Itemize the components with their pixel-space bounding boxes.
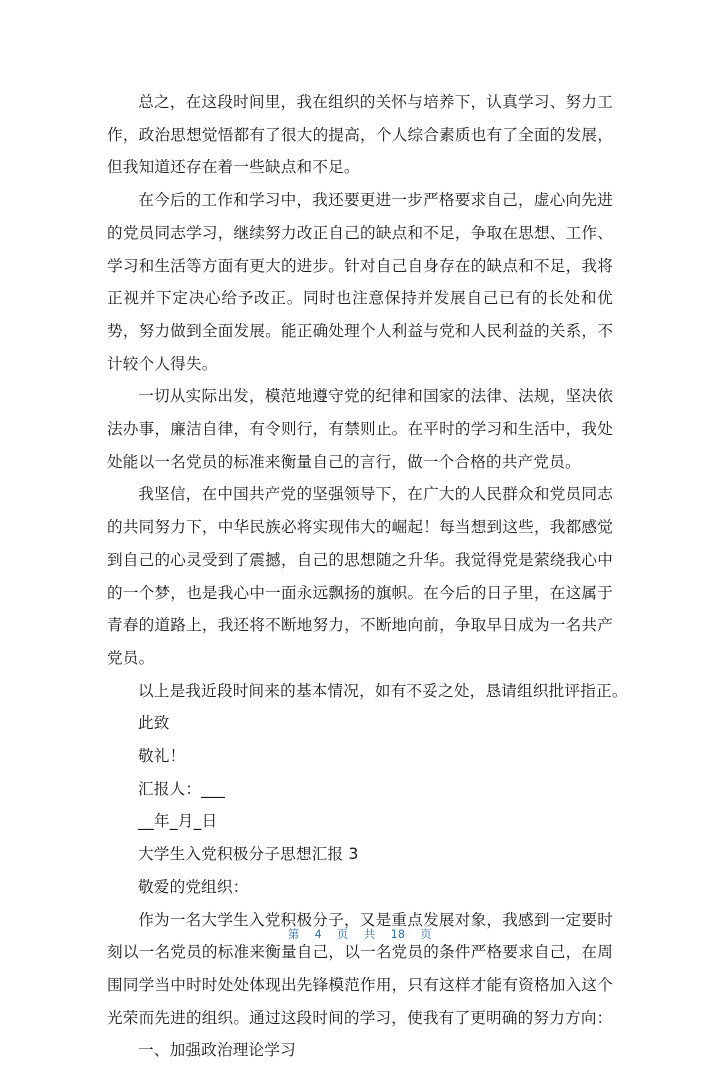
salutation-jingli: 敬礼！: [138, 747, 186, 766]
paragraph-intro: 作为一名大学生入党积极分子，又是重点发展对象，我感到一定要时刻以一名党员的标准来衡量自己，以一名党员的条件严格要求自己，在周围同学当中时时处处体现出先锋模范作用，只有这样才能有资格加入这个光荣而先进的组织。通过这段时间的学习，使我有了更明确的努力方向：: [107, 910, 613, 1027]
salutation-cizhi: 此致: [138, 714, 170, 733]
paragraph-belief: 我坚信，在中国共产党的坚强领导下，在广大的人民群众和党员同志的共同努力下，中华民族必将实现伟大的崛起！每当想到这些，我都感觉到自己的心灵受到了震撼，自己的思想随之升华。我觉得党是萦绕我心中的一个梦，也是我心中一面永远飘扬的旗帜。在今后的日子里，在这属于青春的道路上，我还将不断地努力，不断地向前，争取早日成为一名共产党员。: [107, 485, 613, 667]
date-line: __年_月_日: [138, 812, 218, 831]
greeting-line: 敬爱的党组织：: [138, 877, 249, 896]
section-title: 大学生入党积极分子思想汇报 3: [138, 845, 359, 864]
paragraph-future-plan: 在今后的工作和学习中，我还要更进一步严格要求自己，虚心向先进的党员同志学习，继续努力改正自己的缺点和不足，争取在思想、工作、学习和生活等方面有更大的进步。针对自己自身存在的缺点和不足，我将正视并下定决心给予改正。同时也注意保持并发展自己已有的长处和优势，努力做到全面发展。能正确处理个人利益与党和人民利益的关系，不计较个人得失。: [107, 191, 613, 373]
closing-line: 以上是我近段时间来的基本情况，如有不妥之处，恳请组织批评指正。: [138, 681, 628, 700]
paragraph-discipline: 一切从实际出发，模范地遵守党的纪律和国家的法律、法规，坚决依法办事，廉洁自律，有令则行，有禁则止。在平时的学习和生活中，我处处能以一名党员的标准来衡量自己的言行，做一个合格的共产党员。: [107, 387, 613, 471]
paragraph-summary: 总之，在这段时间里，我在组织的关怀与培养下，认真学习、努力工作，政治思想觉悟都有了很大的提高，个人综合素质也有了全面的发展，但我知道还存在着一些缺点和不足。: [107, 93, 613, 177]
document-body: [107, 86, 628, 1067]
reporter-line: 汇报人：___: [138, 779, 226, 798]
heading-political-study: 一、加强政治理论学习: [138, 1041, 296, 1060]
page-number-footer: 第 4 页 共 18 页: [287, 927, 433, 941]
